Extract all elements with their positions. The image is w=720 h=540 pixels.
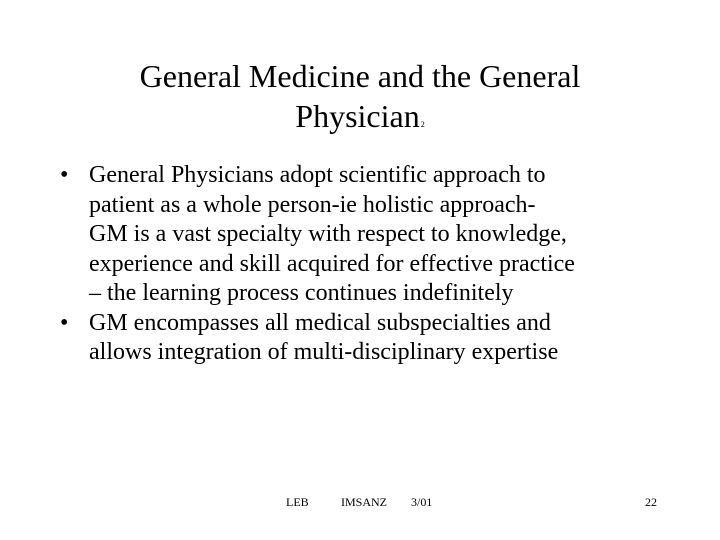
footer-author: LEB [286,495,309,509]
bullet-line: GM is a vast specialty with respect to knowledge, [89,221,567,247]
bullet-line: experience and skill acquired for effective practice [89,250,575,277]
bullet-line: patient as a whole person-ie holistic approach- [89,191,536,218]
slide-title-subscript: 2 [420,120,425,129]
slide-title-line-1: General Medicine and the General [139,58,581,94]
bullet-line: allows integration of multi-disciplinary expertise [89,339,559,365]
bullet-marker: • [60,162,69,188]
slide-title-line-2 [60,96,660,145]
bullet-line: – the learning process continues indefinitely [89,280,514,306]
slide-title [60,56,660,145]
bullet-line: GM encompasses all medical subspecialties and [89,309,551,336]
bullet-item-1 [60,161,680,309]
bullet-line: General Physicians adopt scientific approach to [89,162,546,188]
bullet-list [60,161,680,368]
bullet-item-2 [60,309,680,368]
footer-page-number: 22 [645,495,657,509]
slide-title-word: Physician [295,98,420,134]
footer-organization: IMSANZ [341,495,388,509]
bullet-marker: • [60,309,69,336]
footer-date: 3/01 [411,495,433,509]
